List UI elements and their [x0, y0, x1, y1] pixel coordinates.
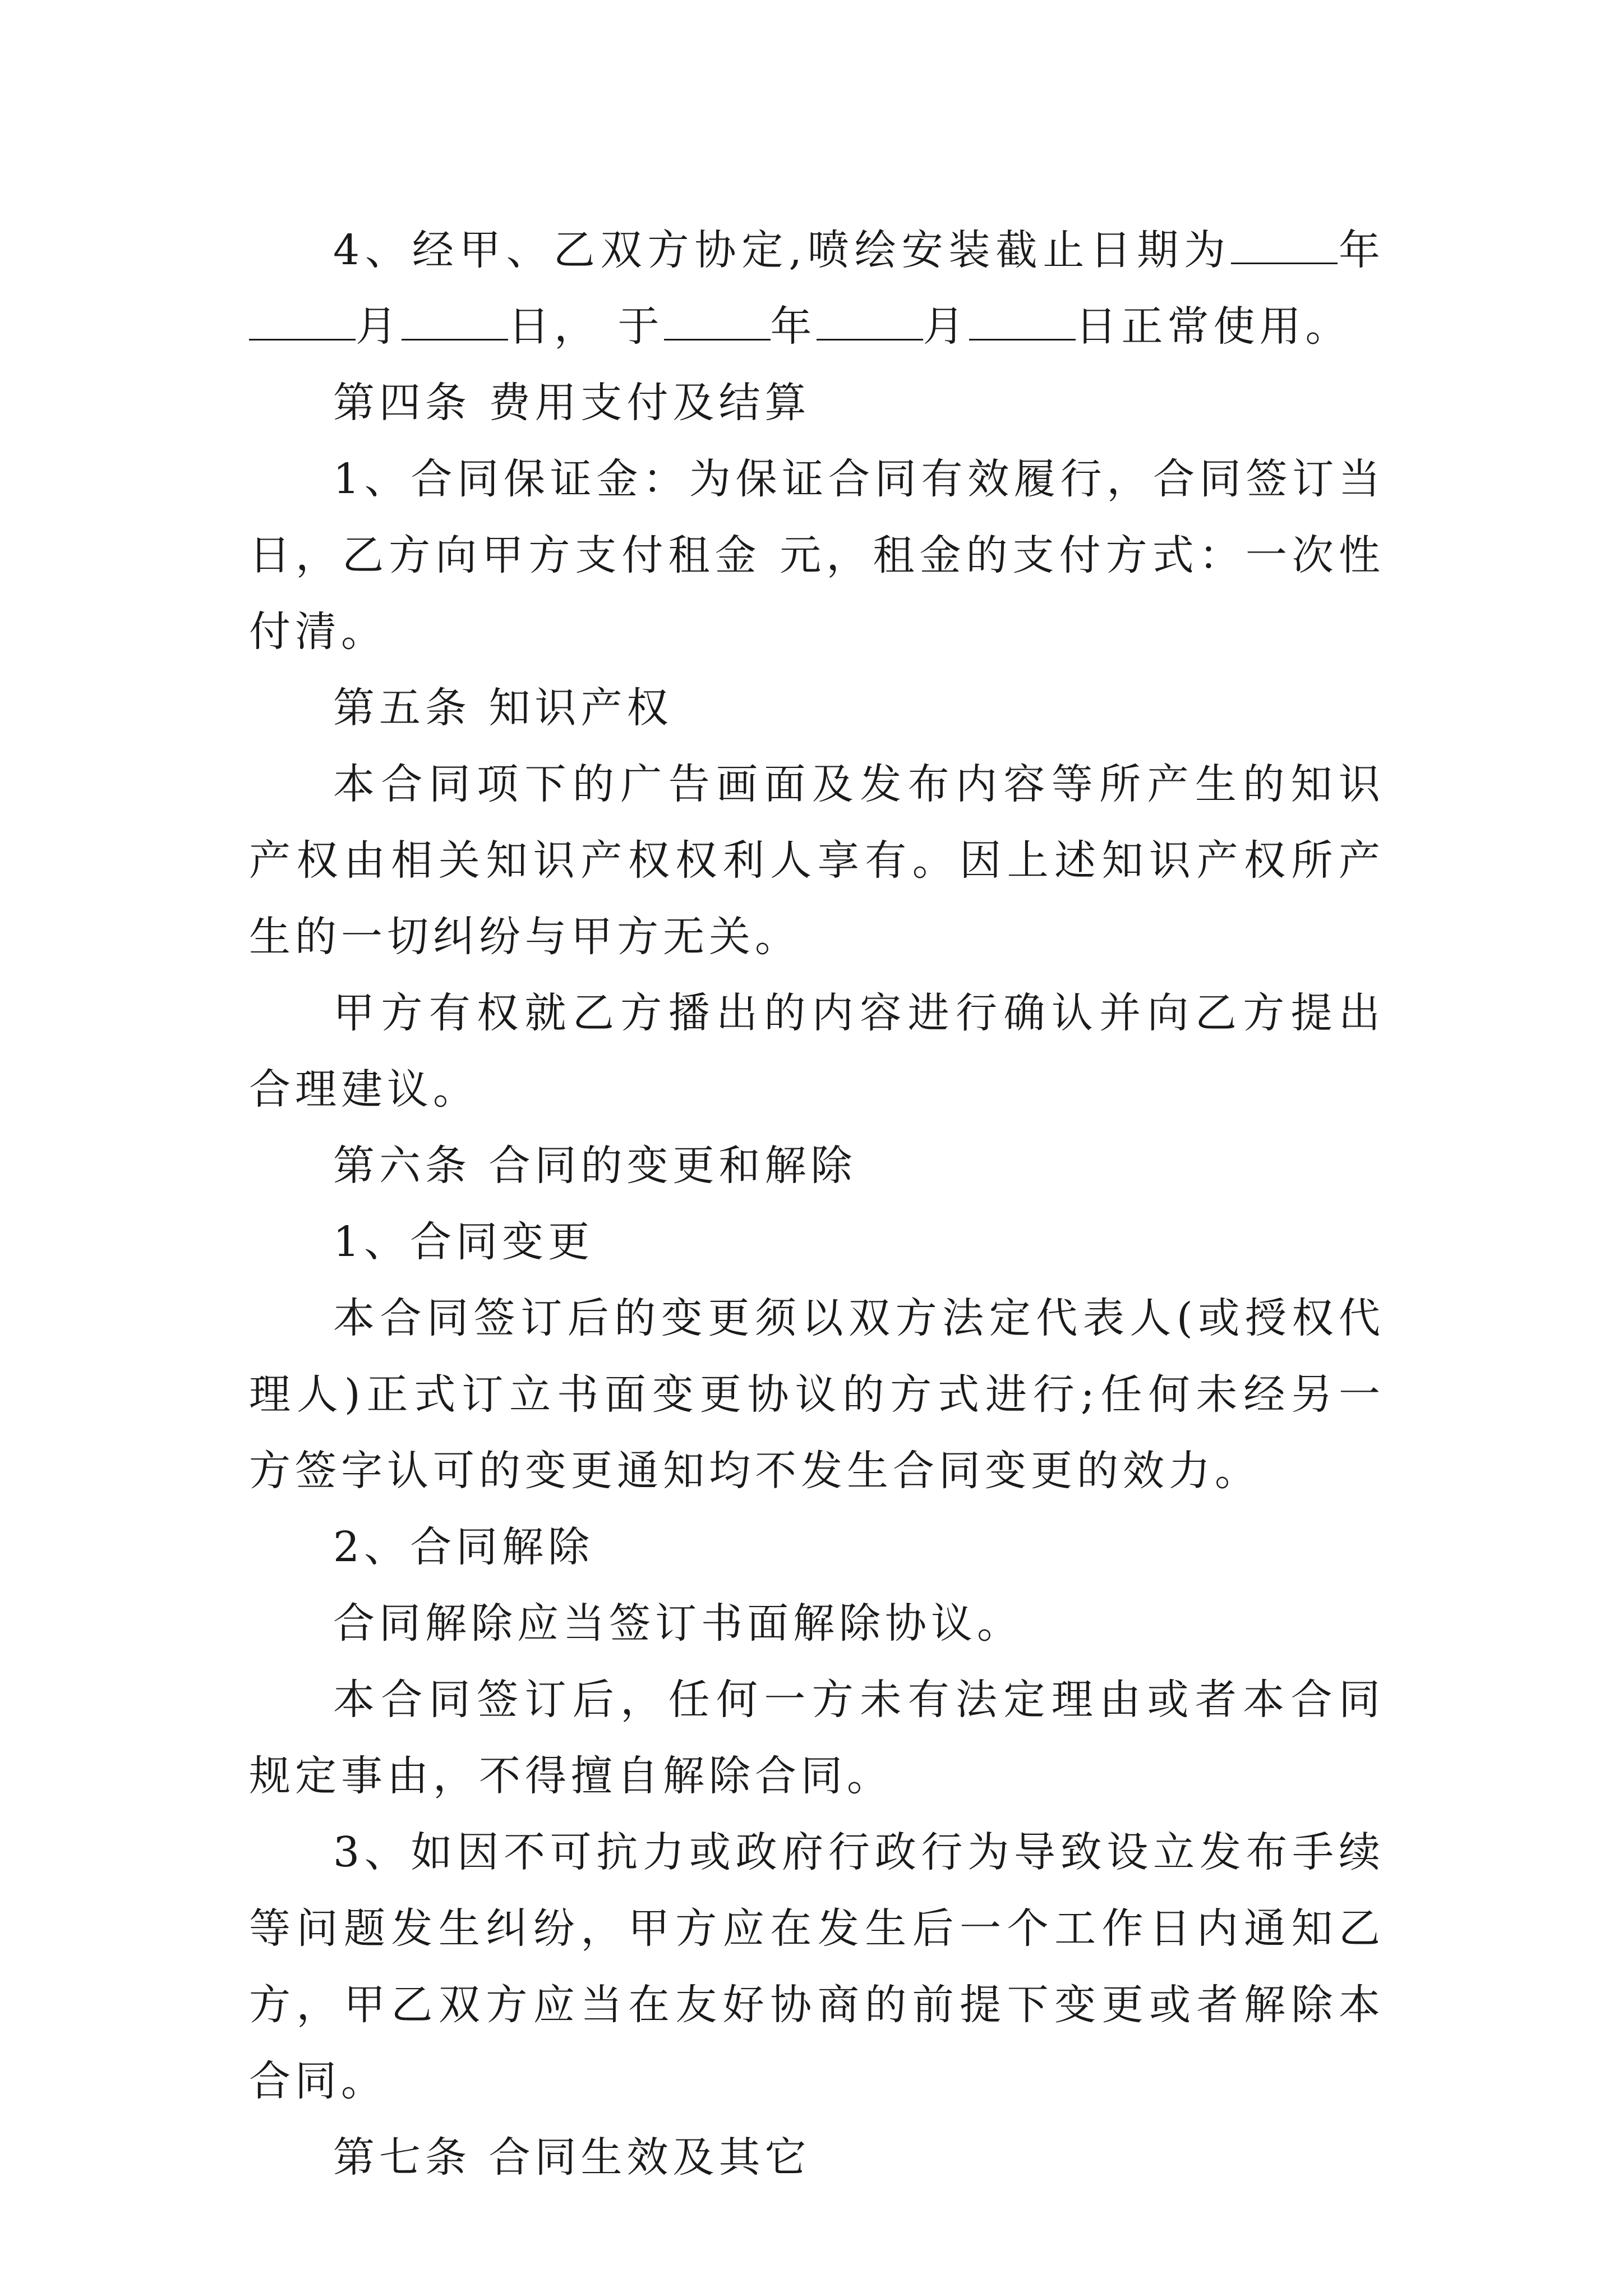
article-6-heading: 第六条 合同的变更和解除	[333, 1142, 857, 1190]
article-6-clause-2-heading: 2、合同解除	[333, 1523, 594, 1571]
blank-day-1	[402, 300, 508, 341]
article-4-heading: 第四条 费用支付及结算	[333, 379, 811, 427]
text-segment: 月	[923, 302, 969, 351]
blank-year-1	[1231, 223, 1338, 264]
text-segment: 日正常使用。	[1075, 302, 1352, 351]
article-6-clause-2-body-2: 本合同签订后，任何一方未有法定理由或者本合同规定事由，不得擅自解除合同。	[249, 1676, 1385, 1800]
text-segment: 4、经甲、乙双方协定,喷绘安装截止日期为	[333, 226, 1232, 274]
article-7-heading: 第七条 合同生效及其它	[333, 2133, 811, 2182]
text-segment: 月	[356, 302, 402, 351]
text-segment: 年	[1338, 226, 1385, 274]
blank-month-2	[817, 300, 923, 341]
article-6-clause-2-body: 合同解除应当签订书面解除协议。	[333, 1599, 1023, 1648]
article-5-paragraph-2: 甲方有权就乙方播出的内容进行确认并向乙方提出合理建议。	[249, 989, 1385, 1114]
article-6-clause-1-body: 本合同签订后的变更须以双方法定代表人(或授权代理人)正式订立书面变更协议的方式进行;任何未经另一方签字认可的变更通知均不发生合同变更的效力。	[249, 1294, 1385, 1495]
article-6-clause-3: 3、如因不可抗力或政府行政行为导致设立发布手续等问题发生纠纷，甲方应在发生后一个工作日内通知乙方，甲乙双方应当在友好协商的前提下变更或者解除本合同。	[249, 1828, 1385, 2105]
article-5-heading: 第五条 知识产权	[333, 684, 673, 732]
blank-year-2	[664, 300, 771, 341]
document-body	[249, 212, 1385, 2196]
article-4-clause-1: 1、合同保证金：为保证合同有效履行，合同签订当日，乙方向甲方支付租金 元，租金的支付方式：一次性付清。	[249, 455, 1385, 656]
article-5-paragraph-1: 本合同项下的广告画面及发布内容等所产生的知识产权由相关知识产权权利人享有。因上述知识产权所产生的一切纠纷与甲方无关。	[249, 760, 1385, 961]
text-segment: 日， 于	[508, 302, 664, 351]
blank-day-2	[969, 300, 1076, 341]
blank-month-1	[249, 300, 356, 341]
text-segment: 年	[770, 302, 817, 351]
paragraph-installation-deadline	[249, 212, 1385, 365]
article-6-clause-1-heading: 1、合同变更	[333, 1218, 594, 1266]
